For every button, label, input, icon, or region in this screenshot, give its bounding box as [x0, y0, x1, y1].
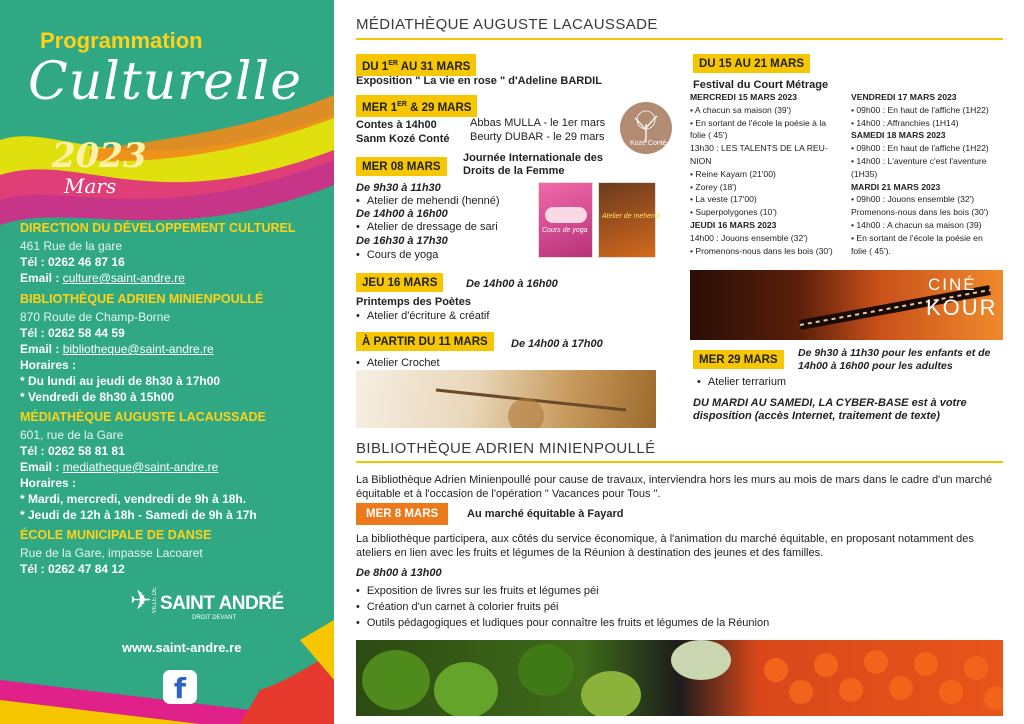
- event-date-tag: DU 1ER AU 31 MARS: [356, 54, 476, 76]
- list-item: • Outils pédagogiques et ludiques pour connaître les fruits et légumes de la Réunion: [356, 616, 769, 630]
- direction-email-link[interactable]: culture@saint-andre.re: [62, 271, 185, 285]
- mehendi-poster: [598, 182, 661, 258]
- festival-title: Festival du Court Métrage: [693, 79, 829, 91]
- festival-screening: Promenons-nous dans les bois (30'): [851, 207, 989, 218]
- mediatheque-hours-2: * Jeudi de 12h à 18h - Samedi de 9h à 17h: [20, 508, 257, 522]
- festival-screening: • 09h00 : En haut de l'affiche (1H22): [851, 104, 989, 115]
- bird-icon: ✈: [130, 585, 152, 615]
- event-time: De 14h00 à 16h00: [466, 278, 558, 290]
- event-date-tag: MER 08 MARS: [356, 157, 447, 176]
- title-month: Mars: [64, 174, 117, 198]
- mediatheque-address: 601, rue de la Gare: [20, 428, 124, 442]
- bibliotheque-intro: équitable et à l'occasion de l'opération " Vacances pour Tous ".: [356, 488, 661, 500]
- mediatheque-hours-label: Horaires :: [20, 476, 77, 490]
- festival-screening: • 14h00 : A chacun sa maison (39): [851, 219, 982, 230]
- bibliotheque-email-link[interactable]: bibliotheque@saint-andre.re: [62, 342, 214, 356]
- list-item: • Atelier de dressage de sari: [356, 220, 498, 234]
- list-item: • Exposition de livres sur les fruits et légumes péi: [356, 584, 599, 598]
- event-time: 14h00 à 16h00 pour les adultes: [798, 360, 953, 372]
- saint-andre-logo: [130, 585, 284, 627]
- festival-screening: • 14h00 : L'aventure c'est l'aventure: [851, 155, 987, 166]
- event-date-tag: JEU 16 MARS: [356, 273, 443, 292]
- mediatheque-heading: MÉDIATHÈQUE AUGUSTE LACAUSSADE: [356, 16, 658, 33]
- vegetables-graphic: [356, 640, 1003, 716]
- festival-screening: • En sortant de l'école la poésie à la: [690, 117, 827, 128]
- festival-day-heading: MERCREDI 15 MARS 2023: [690, 92, 797, 102]
- bibliotheque-hours-1: * Du lundi au jeudi de 8h30 à 17h00: [20, 374, 221, 388]
- event-title: Au marché équitable à Fayard: [467, 508, 624, 520]
- koze-conte-logo: [620, 102, 672, 154]
- list-item: • Atelier de mehendi (henné): [356, 194, 500, 208]
- ecole-tel: Tél : 0262 47 84 12: [20, 562, 125, 576]
- list-item: • Atelier d'écriture & créatif: [356, 309, 489, 323]
- bibliotheque-paragraph: ateliers en lien avec les fruits et légumes de la Réunion à destination des jeunes et des familles.: [356, 547, 824, 559]
- event-time: De 16h30 à 17h30: [356, 235, 448, 247]
- list-item: • Atelier Crochet: [356, 356, 440, 370]
- event-title: Printemps des Poètes: [356, 296, 471, 308]
- festival-screening: folie ( 45').: [851, 245, 891, 256]
- festival-screening: • La veste (17'00): [690, 194, 757, 205]
- heading-underline: [356, 461, 1003, 463]
- facebook-icon[interactable]: f: [163, 670, 197, 704]
- poster-title: Atelier de mehendi: [602, 213, 661, 220]
- festival-screening: • Promenons-nous dans les bois (30'): [690, 245, 833, 256]
- festival-screening: folie ( 45'): [690, 130, 728, 141]
- festival-column-a: [690, 91, 850, 257]
- cyber-base-text: disposition (accès Internet, traitement de texte): [693, 410, 940, 422]
- festival-screening: 13h30 : LES TALENTS DE LA REU-: [690, 143, 828, 154]
- festival-day-heading: SAMEDI 18 MARS 2023: [851, 130, 946, 141]
- mediatheque-email-link[interactable]: mediatheque@saint-andre.re: [62, 460, 219, 474]
- email-label: Email :: [20, 460, 63, 474]
- left-panel: [0, 0, 334, 724]
- email-label: Email :: [20, 342, 63, 356]
- list-item: • Création d'un carnet à colorier fruits péi: [356, 600, 559, 614]
- heading-underline: [356, 38, 1003, 40]
- crochet-photo: [356, 370, 656, 428]
- event-time: De 8h00 à 13h00: [356, 567, 442, 579]
- title-year: 2023: [52, 136, 147, 176]
- event-time: De 14h00 à 16h00: [356, 208, 448, 220]
- email-label: Email :: [20, 271, 63, 285]
- title-programmation: Programmation: [40, 28, 203, 53]
- bibliotheque-paragraph: La bibliothèque participera, aux côtés du service économique, à l'animation du marché équitable, en proposant notamment des: [356, 533, 974, 545]
- cine-label: CINÉ: [928, 275, 977, 294]
- festival-day-heading: JEUDI 16 MARS 2023: [690, 219, 777, 230]
- bibliotheque-email: [20, 342, 214, 356]
- title-culturelle: Culturelle: [28, 52, 302, 112]
- festival-screening: • 09h00 : En haut de l'affiche (1H22): [851, 143, 989, 154]
- direction-address: 461 Rue de la gare: [20, 239, 123, 253]
- logo-ville: VILLE DE: [152, 587, 158, 614]
- direction-title: DIRECTION DU DÉVELOPPEMENT CULTUREL: [20, 221, 296, 235]
- direction-tel: Tél : 0262 46 87 16: [20, 255, 125, 269]
- direction-email: [20, 271, 185, 285]
- festival-day-heading: MARDI 21 MARS 2023: [851, 181, 941, 192]
- yoga-figure: [545, 207, 587, 223]
- koze-conte-label: Kozé Conté: [630, 140, 667, 147]
- event-date-tag: MER 1ER & 29 MARS: [356, 95, 477, 117]
- bibliotheque-hours-2: * Vendredi de 8h30 à 15h00: [20, 390, 175, 404]
- event-date-tag: DU 15 AU 21 MARS: [693, 54, 810, 73]
- ecole-title: ÉCOLE MUNICIPALE DE DANSE: [20, 528, 212, 542]
- ecole-address: Rue de la Gare, impasse Lacoaret: [20, 546, 203, 560]
- event-date-tag: MER 29 MARS: [693, 350, 784, 369]
- mediatheque-hours-1: * Mardi, mercredi, vendredi de 9h à 18h.: [20, 492, 247, 506]
- event-date-tag: À PARTIR DU 11 MARS: [356, 332, 494, 351]
- festival-screening: (1H35): [851, 168, 878, 179]
- bibliotheque-address: 870 Route de Champ-Borne: [20, 310, 171, 324]
- mediatheque-email: [20, 460, 218, 474]
- festival-screening: • Zorey (18'): [690, 181, 737, 192]
- contes-teller-2: Beurty DUBAR - le 29 mars: [470, 131, 605, 143]
- contes-teller-1: Abbas MULLA - le 1er mars: [470, 117, 606, 129]
- event-date-tag: MER 8 MARS: [356, 503, 448, 525]
- bibliotheque-intro: La Bibliothèque Adrien Minienpoullé pour cause de travaux, interviendra hors les murs au mois de mars dans le cadre d'un marché: [356, 474, 993, 486]
- festival-screening: • 09h00 : Jouons ensemble (32'): [851, 194, 975, 205]
- event-time: De 9h30 à 11h30 pour les enfants et de: [798, 347, 991, 359]
- market-vegetables-photo: [356, 640, 1003, 716]
- festival-screening: • A chacun sa maison (39'): [690, 104, 792, 115]
- list-item: • Atelier terrarium: [697, 375, 786, 389]
- event-time: De 14h00 à 17h00: [511, 338, 603, 350]
- festival-screening: • Reine Kayam (21'00): [690, 168, 776, 179]
- contes-time: Contes à 14h00: [356, 119, 437, 131]
- event-title: Droits de la Femme: [463, 165, 565, 177]
- event-time: De 9h30 à 11h30: [356, 182, 441, 194]
- festival-screening: • 14h00 : Affranchies (1H14): [851, 117, 959, 128]
- bibliotheque-title: BIBLIOTHÈQUE ADRIEN MINIENPOULLÉ: [20, 292, 264, 306]
- crochet-hook-icon: [356, 370, 656, 428]
- yoga-poster: [538, 182, 593, 258]
- bibliotheque-heading: BIBLIOTHÈQUE ADRIEN MINIENPOULLÉ: [356, 440, 656, 457]
- website-link[interactable]: www.saint-andre.re: [122, 640, 242, 655]
- contes-name: Sanm Kozé Conté: [356, 133, 450, 145]
- festival-day-heading: VENDREDI 17 MARS 2023: [851, 92, 957, 102]
- logo-tagline: DROIT DEVANT: [192, 615, 237, 621]
- kour-label: KOUR: [926, 295, 998, 320]
- poster-title: Cours de yoga: [542, 227, 588, 234]
- bibliotheque-hours-label: Horaires :: [20, 358, 77, 372]
- cyber-base-text: DU MARDI AU SAMEDI, LA CYBER-BASE est à votre: [693, 397, 967, 409]
- festival-screening: • Superpolygones (10'): [690, 207, 777, 218]
- exposition-text: Exposition " La vie en rose " d'Adeline BARDIL: [356, 75, 602, 87]
- mediatheque-title: MÉDIATHÈQUE AUGUSTE LACAUSSADE: [20, 410, 266, 424]
- logo-name: SAINT ANDRÉ: [160, 593, 284, 614]
- event-title: Journée Internationale des: [463, 152, 603, 164]
- festival-column-b: [851, 91, 1006, 257]
- festival-screening: NION: [690, 155, 712, 166]
- mediatheque-tel: Tél : 0262 58 81 81: [20, 444, 125, 458]
- festival-screening: • En sortant de l'école la poésie en: [851, 232, 983, 243]
- list-item: • Cours de yoga: [356, 248, 438, 262]
- bibliotheque-tel: Tél : 0262 58 44 59: [20, 326, 125, 340]
- cine-kour-banner: [690, 270, 1003, 340]
- festival-screening: 14h00 : Jouons ensemble (32'): [690, 232, 808, 243]
